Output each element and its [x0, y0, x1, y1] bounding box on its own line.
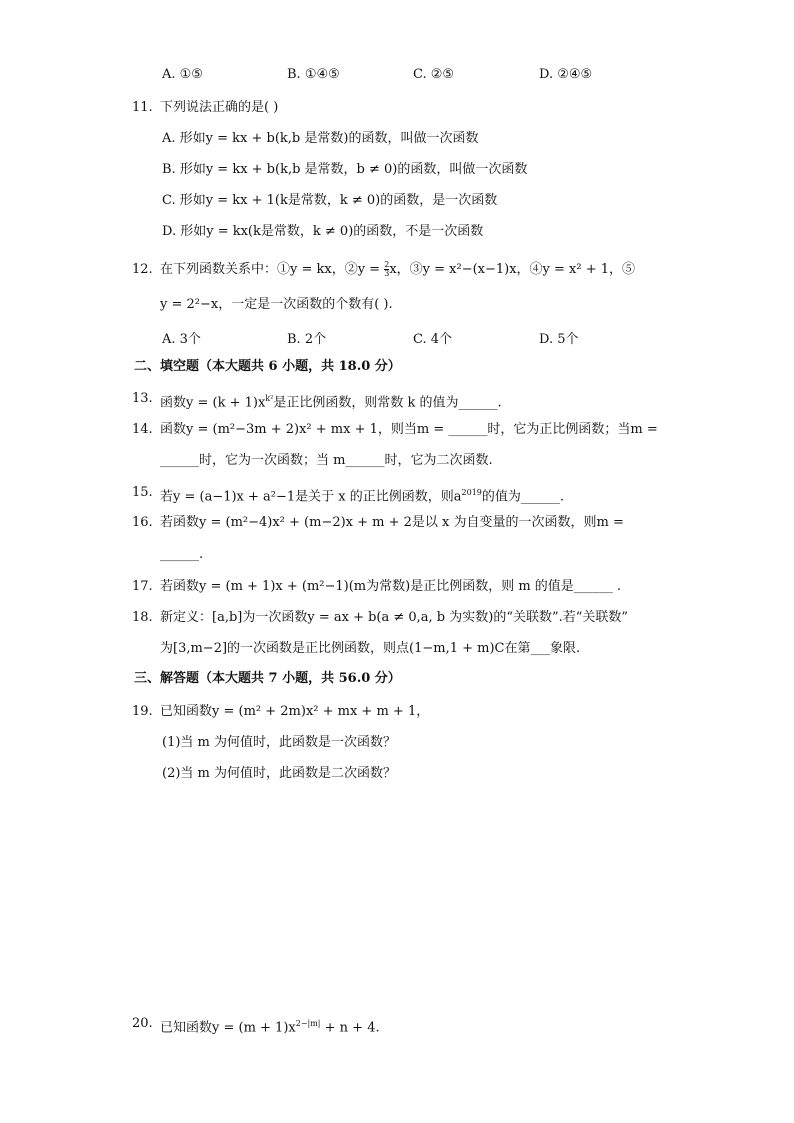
q11-option-c: C. 形如y = kx + 1(k是常数，k ≠ 0)的函数，是一次函数: [162, 193, 498, 208]
q14-line2: ______时，它为一次函数；当 m______时，它为二次函数.: [160, 453, 493, 468]
q18-line1: 新定义：[a,b]为一次函数y = ax + b(a ≠ 0,a, b 为实数)的“关联数”.若“关联数”: [160, 610, 629, 625]
q13-exponent: k²: [265, 394, 274, 403]
q16-number: 16.: [132, 515, 153, 530]
q15-text: [160, 484, 564, 506]
q17-number: 17.: [132, 579, 153, 594]
q12-option-a: A. 3个: [162, 332, 201, 347]
q17-line1: 若函数y = (m + 1)x + (m²−1)(m为常数)是正比例函数，则 m 的值是______ .: [160, 579, 622, 594]
q13-text: [160, 390, 502, 412]
q12-number: 12.: [132, 262, 153, 277]
q15-part2: 的值为______.: [481, 489, 565, 505]
q12-stem-line1: [160, 261, 635, 279]
q12-option-c: C. 4个: [413, 332, 453, 347]
q18-number: 18.: [132, 610, 153, 625]
q12-frac-numerator: 2: [384, 260, 390, 269]
q11-stem: 下列说法正确的是( ): [160, 100, 279, 115]
q15-part1: 若y = (a−1)x + a²−1是关于 x 的正比例函数，则a: [160, 489, 462, 505]
q15-number: 15.: [132, 485, 153, 500]
q10-option-d: D. ②④⑤: [539, 67, 593, 82]
q11-option-b: B. 形如y = kx + b(k,b 是常数，b ≠ 0)的函数，叫做一次函数: [162, 162, 528, 177]
q10-option-c: C. ②⑤: [413, 67, 455, 82]
q14-line1: 函数y = (m²−3m + 2)x² + mx + 1，则当m = ______时，它为正比例函数；当m =: [160, 422, 658, 437]
q12-stem-line2: y = 2²−x，一定是一次函数的个数有( ).: [160, 297, 393, 312]
q20-text: [160, 1015, 380, 1037]
q13-number: 13.: [132, 391, 153, 406]
q20-exponent: 2−|m|: [295, 1019, 321, 1028]
q20-part2: + n + 4.: [320, 1020, 380, 1036]
q12-option-d: D. 5个: [539, 332, 579, 347]
q14-number: 14.: [132, 422, 153, 437]
q12-stem-part2: x，③y = x²−(x−1)x，④y = x² + 1，⑤: [389, 262, 636, 277]
q12-frac-denominator: 3: [384, 269, 390, 278]
q19-stem: 已知函数y = (m² + 2m)x² + mx + m + 1，: [160, 704, 430, 719]
q16-line2: ______.: [160, 547, 204, 562]
q12-option-b: B. 2个: [287, 332, 327, 347]
section-answer-heading: 三、解答题（本大题共 7 小题，共 56.0 分）: [134, 671, 401, 686]
q19-part2: (2)当 m 为何值时，此函数是二次函数？: [162, 766, 397, 781]
q15-exponent: 2019: [461, 488, 482, 497]
q13-part2: 是正比例函数，则常数 k 的值为______.: [273, 395, 502, 411]
q20-number: 20.: [132, 1016, 153, 1031]
q13-part1: 函数y = (k + 1)x: [160, 395, 266, 411]
q10-option-a: A. ①⑤: [162, 67, 203, 82]
q11-number: 11.: [132, 100, 153, 115]
q19-number: 19.: [132, 704, 153, 719]
q20-part1: 已知函数y = (m + 1)x: [160, 1020, 296, 1036]
q11-option-d: D. 形如y = kx(k是常数，k ≠ 0)的函数，不是一次函数: [162, 224, 484, 239]
q19-part1: (1)当 m 为何值时，此函数是一次函数？: [162, 735, 397, 750]
q16-line1: 若函数y = (m²−4)x² + (m−2)x + m + 2是以 x 为自变量的一次函数，则m =: [160, 515, 624, 530]
section-fill-in-heading: 二、填空题（本大题共 6 小题，共 18.0 分）: [134, 359, 401, 374]
q18-line2: 为[3,m−2]的一次函数是正比例函数，则点(1−m,1 + m)C在第___象限.: [160, 641, 581, 656]
q11-option-a: A. 形如y = kx + b(k,b 是常数)的函数，叫做一次函数: [162, 131, 479, 146]
q10-option-b: B. ①④⑤: [287, 67, 340, 82]
q12-stem-part1: 在下列函数关系中：①y = kx，②y =: [160, 262, 385, 277]
